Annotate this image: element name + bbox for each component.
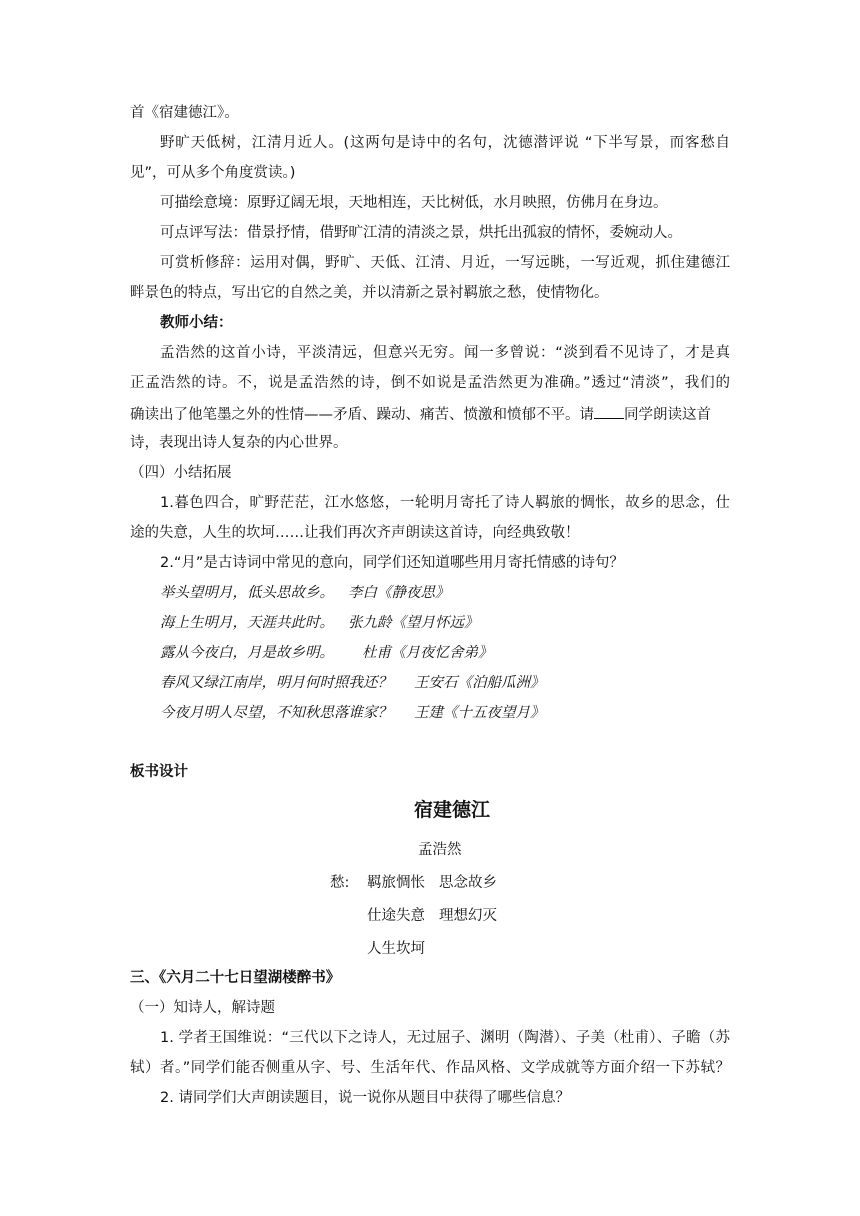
teacher-summary-line-4: 诗，表现出诗人复杂的内心世界。: [130, 435, 348, 451]
analysis-technique: 可点评写法：借景抒情，借野旷江清的清淡之景，烘托出孤寂的情怀，委婉动人。: [160, 225, 682, 241]
part3-q1-line-1: 1. 学者王国维说：“三代以下之诗人，无过屈子、渊明（陶潜）、子美（杜甫）、子瞻（苏: [160, 1030, 730, 1046]
poem-line: 春风又绿江南岸，明月何时照我还？ 王安石《泊船瓜洲》: [160, 675, 545, 691]
fill-blank: [594, 406, 624, 419]
board-row-1: 羁旅惆怅 思念故乡: [367, 875, 497, 891]
board-author: 孟浩然: [418, 842, 462, 858]
section4-heading: （四）小结拓展: [130, 465, 232, 481]
teacher-summary-line-3: 确读出了他笔墨之外的性情——矛盾、躁动、痛苦、愤激和愤郁不平。请 同学朗读这首: [130, 407, 711, 423]
teacher-summary-line-2: 正孟浩然的诗。不，说是孟浩然的诗，倒不如说是孟浩然更为准确。”透过“清淡”，我们的: [130, 375, 730, 391]
analysis-rhetoric-line-2: 畔景色的特点，写出它的自然之美，并以清新之景衬羁旅之愁，使情物化。: [130, 285, 609, 301]
part3-q1-line-2: 轼）者。”同学们能否侧重从字、号、生活年代、作品风格、文学成就等方面介绍一下苏轼？: [130, 1060, 730, 1076]
part3-subheading: （一）知诗人，解诗题: [130, 1000, 275, 1016]
board-design-heading: 板书设计: [130, 764, 188, 780]
poem-line: 举头望明月，低头思故乡。 李白《静夜思》: [160, 585, 450, 601]
poem-line: 海上生明月，天涯共此时。 张九龄《望月怀远》: [160, 615, 479, 631]
board-row-3: 人生坎坷: [367, 941, 425, 957]
teacher-summary-heading: 教师小结：: [160, 315, 233, 331]
famous-lines-line-1: 野旷天低树，江清月近人。(这两句是诗中的名句，沈德潜评说 “下半写景，而客愁自: [160, 135, 730, 151]
intro-tail: 首《宿建德江》。: [130, 105, 239, 121]
board-sorrow-label: 愁:: [330, 875, 350, 891]
section4-p1-line-1: 1.暮色四合，旷野茫茫，江水悠悠，一轮明月寄托了诗人羁旅的惆怅，故乡的思念，仕: [160, 495, 730, 511]
famous-lines-line-2: 见”，可从多个角度赏读。): [130, 165, 296, 181]
board-row-2: 仕途失意 理想幻灭: [367, 908, 497, 924]
poem-line: 今夜月明人尽望，不知秋思落谁家？ 王建《十五夜望月》: [160, 705, 545, 721]
poem-line: 露从今夜白，月是故乡明。 杜甫《月夜忆舍弟》: [160, 645, 493, 661]
analysis-rhetoric-line-1: 可赏析修辞：运用对偶，野旷、天低、江清、月近，一写远眺，一写近观，抓住建德江: [160, 255, 730, 271]
part3-q2: 2. 请同学们大声朗读题目，说一说你从题目中获得了哪些信息？: [160, 1090, 570, 1106]
board-title: 宿建德江: [414, 799, 491, 821]
section4-p1-line-2: 途的失意，人生的坎坷……让我们再次齐声朗读这首诗，向经典致敬！: [130, 525, 580, 541]
teacher-summary-line-1: 孟浩然的这首小诗，平淡清远，但意兴无穷。闻一多曾说：“淡到看不见诗了，才是真: [160, 345, 730, 361]
part3-heading: 三、《六月二十七日望湖楼醉书》: [130, 970, 341, 986]
section4-p2: 2.“月”是古诗词中常见的意向，同学们还知道哪些用月寄托情感的诗句？: [160, 555, 624, 571]
analysis-scene: 可描绘意境：原野辽阔无垠，天地相连，天比树低，水月映照，仿佛月在身边。: [160, 195, 668, 211]
